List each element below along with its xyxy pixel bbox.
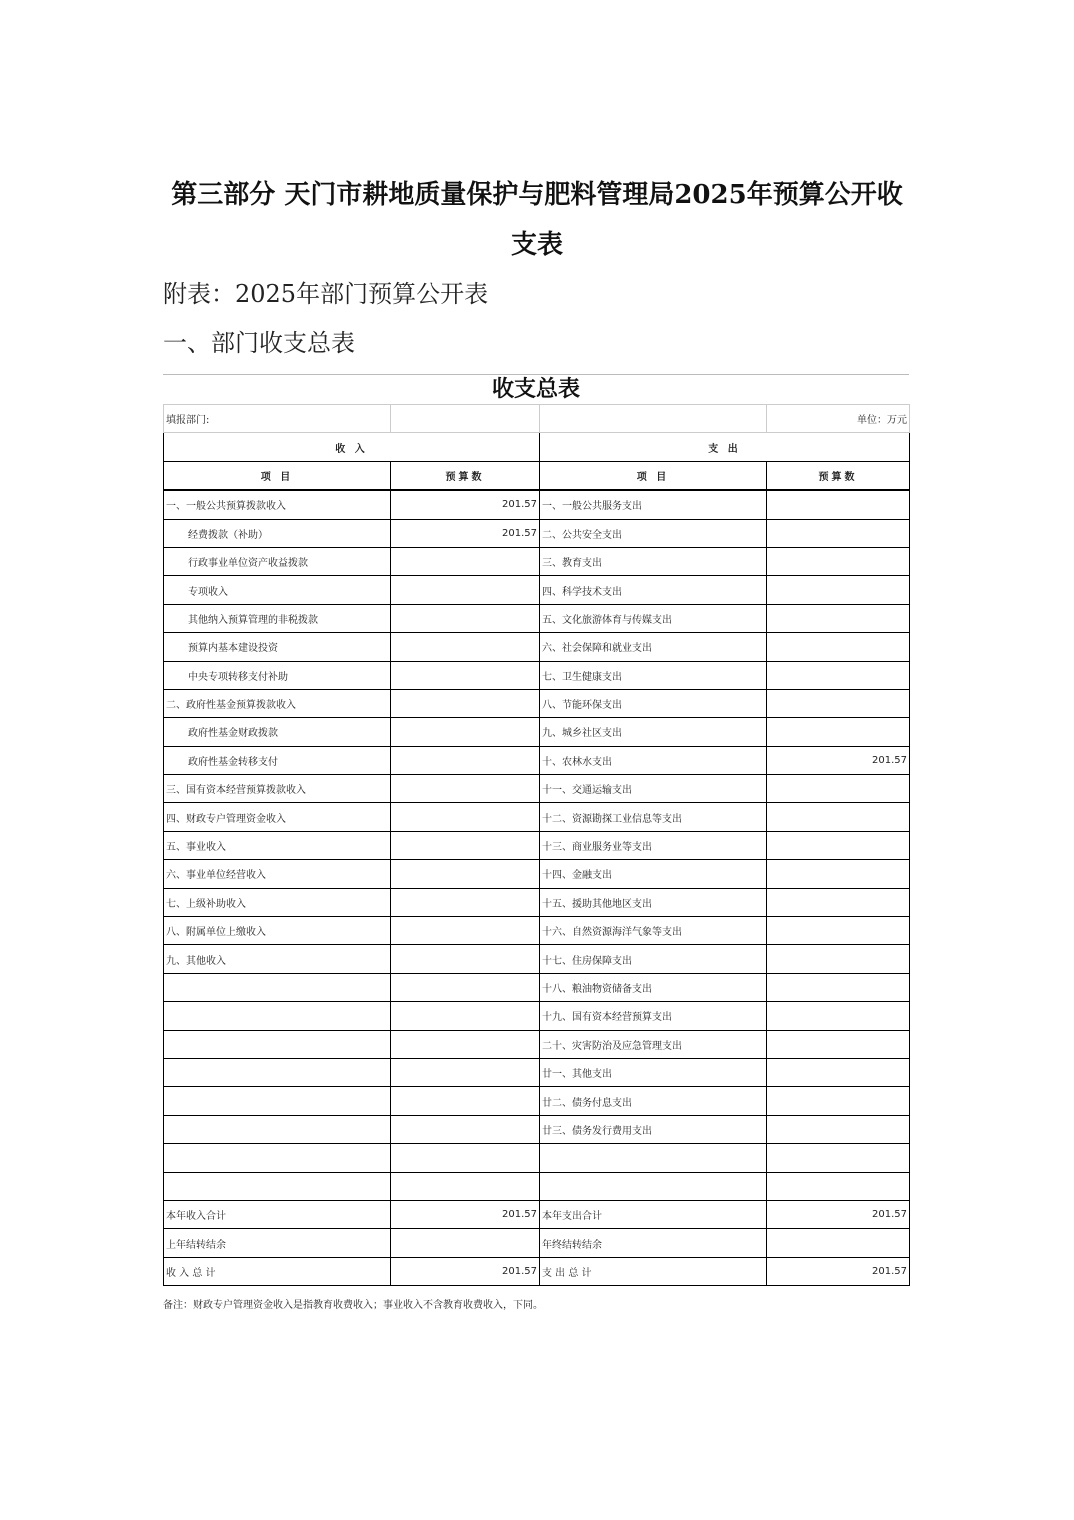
table-row bbox=[164, 490, 910, 519]
expense-item-cell: 十、农林水支出 bbox=[540, 746, 767, 774]
income-item-cell: 上年结转结余 bbox=[164, 1229, 391, 1257]
expense-item-cell: 十二、资源勘探工业信息等支出 bbox=[540, 803, 767, 831]
income-value-cell bbox=[391, 973, 540, 1001]
income-item-cell bbox=[164, 1144, 391, 1172]
income-item-cell: 二、政府性基金预算拨款收入 bbox=[164, 689, 391, 717]
expense-value-cell bbox=[767, 633, 910, 661]
expense-value-cell: 201.57 bbox=[767, 1200, 910, 1228]
income-item-cell: 行政事业单位资产收益拨款 bbox=[164, 547, 391, 575]
expense-value-cell bbox=[767, 917, 910, 945]
income-value-cell bbox=[391, 775, 540, 803]
income-value-cell bbox=[391, 803, 540, 831]
expense-value-cell bbox=[767, 1115, 910, 1143]
expense-item-cell: 十一、交通运输支出 bbox=[540, 775, 767, 803]
expense-item-cell bbox=[540, 1144, 767, 1172]
income-value-cell: 201.57 bbox=[391, 1257, 540, 1285]
table-row bbox=[164, 746, 910, 774]
expense-value-cell: 201.57 bbox=[767, 1257, 910, 1285]
expense-item-cell: 十五、援助其他地区支出 bbox=[540, 888, 767, 916]
table-row bbox=[164, 917, 910, 945]
expense-value-cell: 201.57 bbox=[767, 746, 910, 774]
expense-value-cell bbox=[767, 1030, 910, 1058]
income-value-cell: 201.57 bbox=[391, 490, 540, 519]
income-item-cell: 五、事业收入 bbox=[164, 831, 391, 859]
table-row bbox=[164, 519, 910, 547]
expense-item-cell: 二十、灾害防治及应急管理支出 bbox=[540, 1030, 767, 1058]
income-item-cell: 专项收入 bbox=[164, 576, 391, 604]
expense-value-cell bbox=[767, 519, 910, 547]
table-row bbox=[164, 1200, 910, 1228]
income-item-cell: 八、附属单位上缴收入 bbox=[164, 917, 391, 945]
table-row bbox=[164, 661, 910, 689]
income-value-cell bbox=[391, 576, 540, 604]
income-item-cell: 九、其他收入 bbox=[164, 945, 391, 973]
table-row bbox=[164, 973, 910, 1001]
expense-value-cell bbox=[767, 973, 910, 1001]
expense-value-cell bbox=[767, 661, 910, 689]
expense-item-cell: 廿二、债务付息支出 bbox=[540, 1087, 767, 1115]
expense-item-cell: 年终结转结余 bbox=[540, 1229, 767, 1257]
income-item-cell: 中央专项转移支付补助 bbox=[164, 661, 391, 689]
income-value-cell bbox=[391, 1172, 540, 1200]
expense-item-cell: 十三、商业服务业等支出 bbox=[540, 831, 767, 859]
expense-value-cell bbox=[767, 860, 910, 888]
table-row bbox=[164, 1058, 910, 1086]
expense-value-cell bbox=[767, 718, 910, 746]
table-row bbox=[164, 888, 910, 916]
table-note: 备注：财政专户管理资金收入是指教育收费收入；事业收入不含教育收费收入，下同。 bbox=[163, 1300, 543, 1311]
expense-value-cell bbox=[767, 803, 910, 831]
income-item-cell: 政府性基金转移支付 bbox=[164, 746, 391, 774]
table-row bbox=[164, 1257, 910, 1285]
income-item-cell bbox=[164, 1058, 391, 1086]
expense-item-cell: 七、卫生健康支出 bbox=[540, 661, 767, 689]
income-item-cell: 本年收入合计 bbox=[164, 1200, 391, 1228]
section-header-row bbox=[164, 433, 910, 461]
income-value-cell bbox=[391, 1229, 540, 1257]
table-row bbox=[164, 1172, 910, 1200]
income-item-cell: 七、上级补助收入 bbox=[164, 888, 391, 916]
income-item-cell bbox=[164, 1002, 391, 1030]
budget-summary-table bbox=[163, 404, 910, 1286]
expense-item-cell: 本年支出合计 bbox=[540, 1200, 767, 1228]
expense-item-cell: 十七、住房保障支出 bbox=[540, 945, 767, 973]
table-row bbox=[164, 1115, 910, 1143]
expense-value-cell bbox=[767, 1172, 910, 1200]
income-item-cell bbox=[164, 1087, 391, 1115]
table-row bbox=[164, 1229, 910, 1257]
table-title: 收支总表 bbox=[491, 377, 580, 402]
expense-value-cell bbox=[767, 547, 910, 575]
income-item-cell bbox=[164, 1030, 391, 1058]
table-row bbox=[164, 1030, 910, 1058]
expense-item-cell: 支 出 总 计 bbox=[540, 1257, 767, 1285]
expense-item-cell: 六、社会保障和就业支出 bbox=[540, 633, 767, 661]
income-value-cell bbox=[391, 917, 540, 945]
income-budget-header: 预算数 bbox=[391, 461, 540, 490]
table-row bbox=[164, 689, 910, 717]
income-value-cell: 201.57 bbox=[391, 1200, 540, 1228]
income-value-cell bbox=[391, 831, 540, 859]
expense-item-cell: 九、城乡社区支出 bbox=[540, 718, 767, 746]
meta-empty bbox=[540, 405, 767, 433]
expense-value-cell bbox=[767, 1144, 910, 1172]
table-row bbox=[164, 775, 910, 803]
section-title: 一、部门收支总表 bbox=[163, 329, 355, 357]
expense-item-header: 项 目 bbox=[540, 461, 767, 490]
table-row bbox=[164, 547, 910, 575]
income-item-header: 项 目 bbox=[164, 461, 391, 490]
income-item-cell: 六、事业单位经营收入 bbox=[164, 860, 391, 888]
expense-value-cell bbox=[767, 945, 910, 973]
expense-header: 支 出 bbox=[540, 433, 910, 461]
document-heading-line-2: 支表 bbox=[510, 230, 563, 260]
expense-item-cell: 一、一般公共服务支出 bbox=[540, 490, 767, 519]
table-row bbox=[164, 576, 910, 604]
table-row bbox=[164, 831, 910, 859]
table-row bbox=[164, 1144, 910, 1172]
expense-item-cell: 八、节能环保支出 bbox=[540, 689, 767, 717]
expense-item-cell: 三、教育支出 bbox=[540, 547, 767, 575]
table-row bbox=[164, 803, 910, 831]
expense-budget-header: 预算数 bbox=[767, 461, 910, 490]
expense-value-cell bbox=[767, 1002, 910, 1030]
income-item-cell: 四、财政专户管理资金收入 bbox=[164, 803, 391, 831]
document-heading-line-1: 第三部分 天门市耕地质量保护与肥料管理局2025年预算公开收 bbox=[171, 180, 903, 210]
income-value-cell bbox=[391, 1030, 540, 1058]
income-value-cell bbox=[391, 633, 540, 661]
expense-item-cell: 十八、粮油物资储备支出 bbox=[540, 973, 767, 1001]
income-value-cell bbox=[391, 689, 540, 717]
income-value-cell bbox=[391, 945, 540, 973]
table-row bbox=[164, 945, 910, 973]
expense-value-cell bbox=[767, 490, 910, 519]
income-item-cell: 经费拨款（补助） bbox=[164, 519, 391, 547]
income-value-cell bbox=[391, 860, 540, 888]
income-value-cell bbox=[391, 718, 540, 746]
table-row bbox=[164, 1087, 910, 1115]
expense-value-cell bbox=[767, 831, 910, 859]
expense-item-cell: 廿一、其他支出 bbox=[540, 1058, 767, 1086]
income-value-cell: 201.57 bbox=[391, 519, 540, 547]
expense-value-cell bbox=[767, 1058, 910, 1086]
expense-value-cell bbox=[767, 604, 910, 632]
expense-value-cell bbox=[767, 888, 910, 916]
income-value-cell bbox=[391, 1115, 540, 1143]
income-item-cell: 其他纳入预算管理的非税拨款 bbox=[164, 604, 391, 632]
expense-item-cell: 十九、国有资本经营预算支出 bbox=[540, 1002, 767, 1030]
expense-value-cell bbox=[767, 1229, 910, 1257]
expense-value-cell bbox=[767, 775, 910, 803]
income-value-cell bbox=[391, 661, 540, 689]
expense-value-cell bbox=[767, 689, 910, 717]
table-meta-row bbox=[164, 405, 910, 433]
income-value-cell bbox=[391, 1144, 540, 1172]
expense-item-cell: 十六、自然资源海洋气象等支出 bbox=[540, 917, 767, 945]
expense-item-cell: 廿三、债务发行费用支出 bbox=[540, 1115, 767, 1143]
income-value-cell bbox=[391, 746, 540, 774]
income-value-cell bbox=[391, 547, 540, 575]
income-item-cell: 政府性基金财政拨款 bbox=[164, 718, 391, 746]
income-value-cell bbox=[391, 1058, 540, 1086]
dept-label: 填报部门: bbox=[164, 405, 391, 433]
unit-label: 单位：万元 bbox=[767, 405, 910, 433]
table-top-border bbox=[163, 374, 909, 375]
column-header-row bbox=[164, 461, 910, 490]
expense-item-cell: 五、文化旅游体育与传媒支出 bbox=[540, 604, 767, 632]
income-item-cell: 预算内基本建设投资 bbox=[164, 633, 391, 661]
expense-item-cell: 十四、金融支出 bbox=[540, 860, 767, 888]
income-item-cell bbox=[164, 1115, 391, 1143]
expense-value-cell bbox=[767, 576, 910, 604]
table-row bbox=[164, 633, 910, 661]
expense-item-cell: 四、科学技术支出 bbox=[540, 576, 767, 604]
income-header: 收 入 bbox=[164, 433, 540, 461]
income-item-cell: 收 入 总 计 bbox=[164, 1257, 391, 1285]
income-item-cell: 三、国有资本经营预算拨款收入 bbox=[164, 775, 391, 803]
table-row bbox=[164, 860, 910, 888]
expense-item-cell bbox=[540, 1172, 767, 1200]
meta-empty bbox=[391, 405, 540, 433]
income-value-cell bbox=[391, 1002, 540, 1030]
expense-item-cell: 二、公共安全支出 bbox=[540, 519, 767, 547]
income-value-cell bbox=[391, 604, 540, 632]
table-row bbox=[164, 718, 910, 746]
income-item-cell bbox=[164, 1172, 391, 1200]
attachment-label: 附表：2025年部门预算公开表 bbox=[163, 280, 489, 308]
income-item-cell: 一、一般公共预算拨款收入 bbox=[164, 490, 391, 519]
table-row bbox=[164, 604, 910, 632]
income-value-cell bbox=[391, 1087, 540, 1115]
table-row bbox=[164, 1002, 910, 1030]
income-item-cell bbox=[164, 973, 391, 1001]
income-value-cell bbox=[391, 888, 540, 916]
expense-value-cell bbox=[767, 1087, 910, 1115]
